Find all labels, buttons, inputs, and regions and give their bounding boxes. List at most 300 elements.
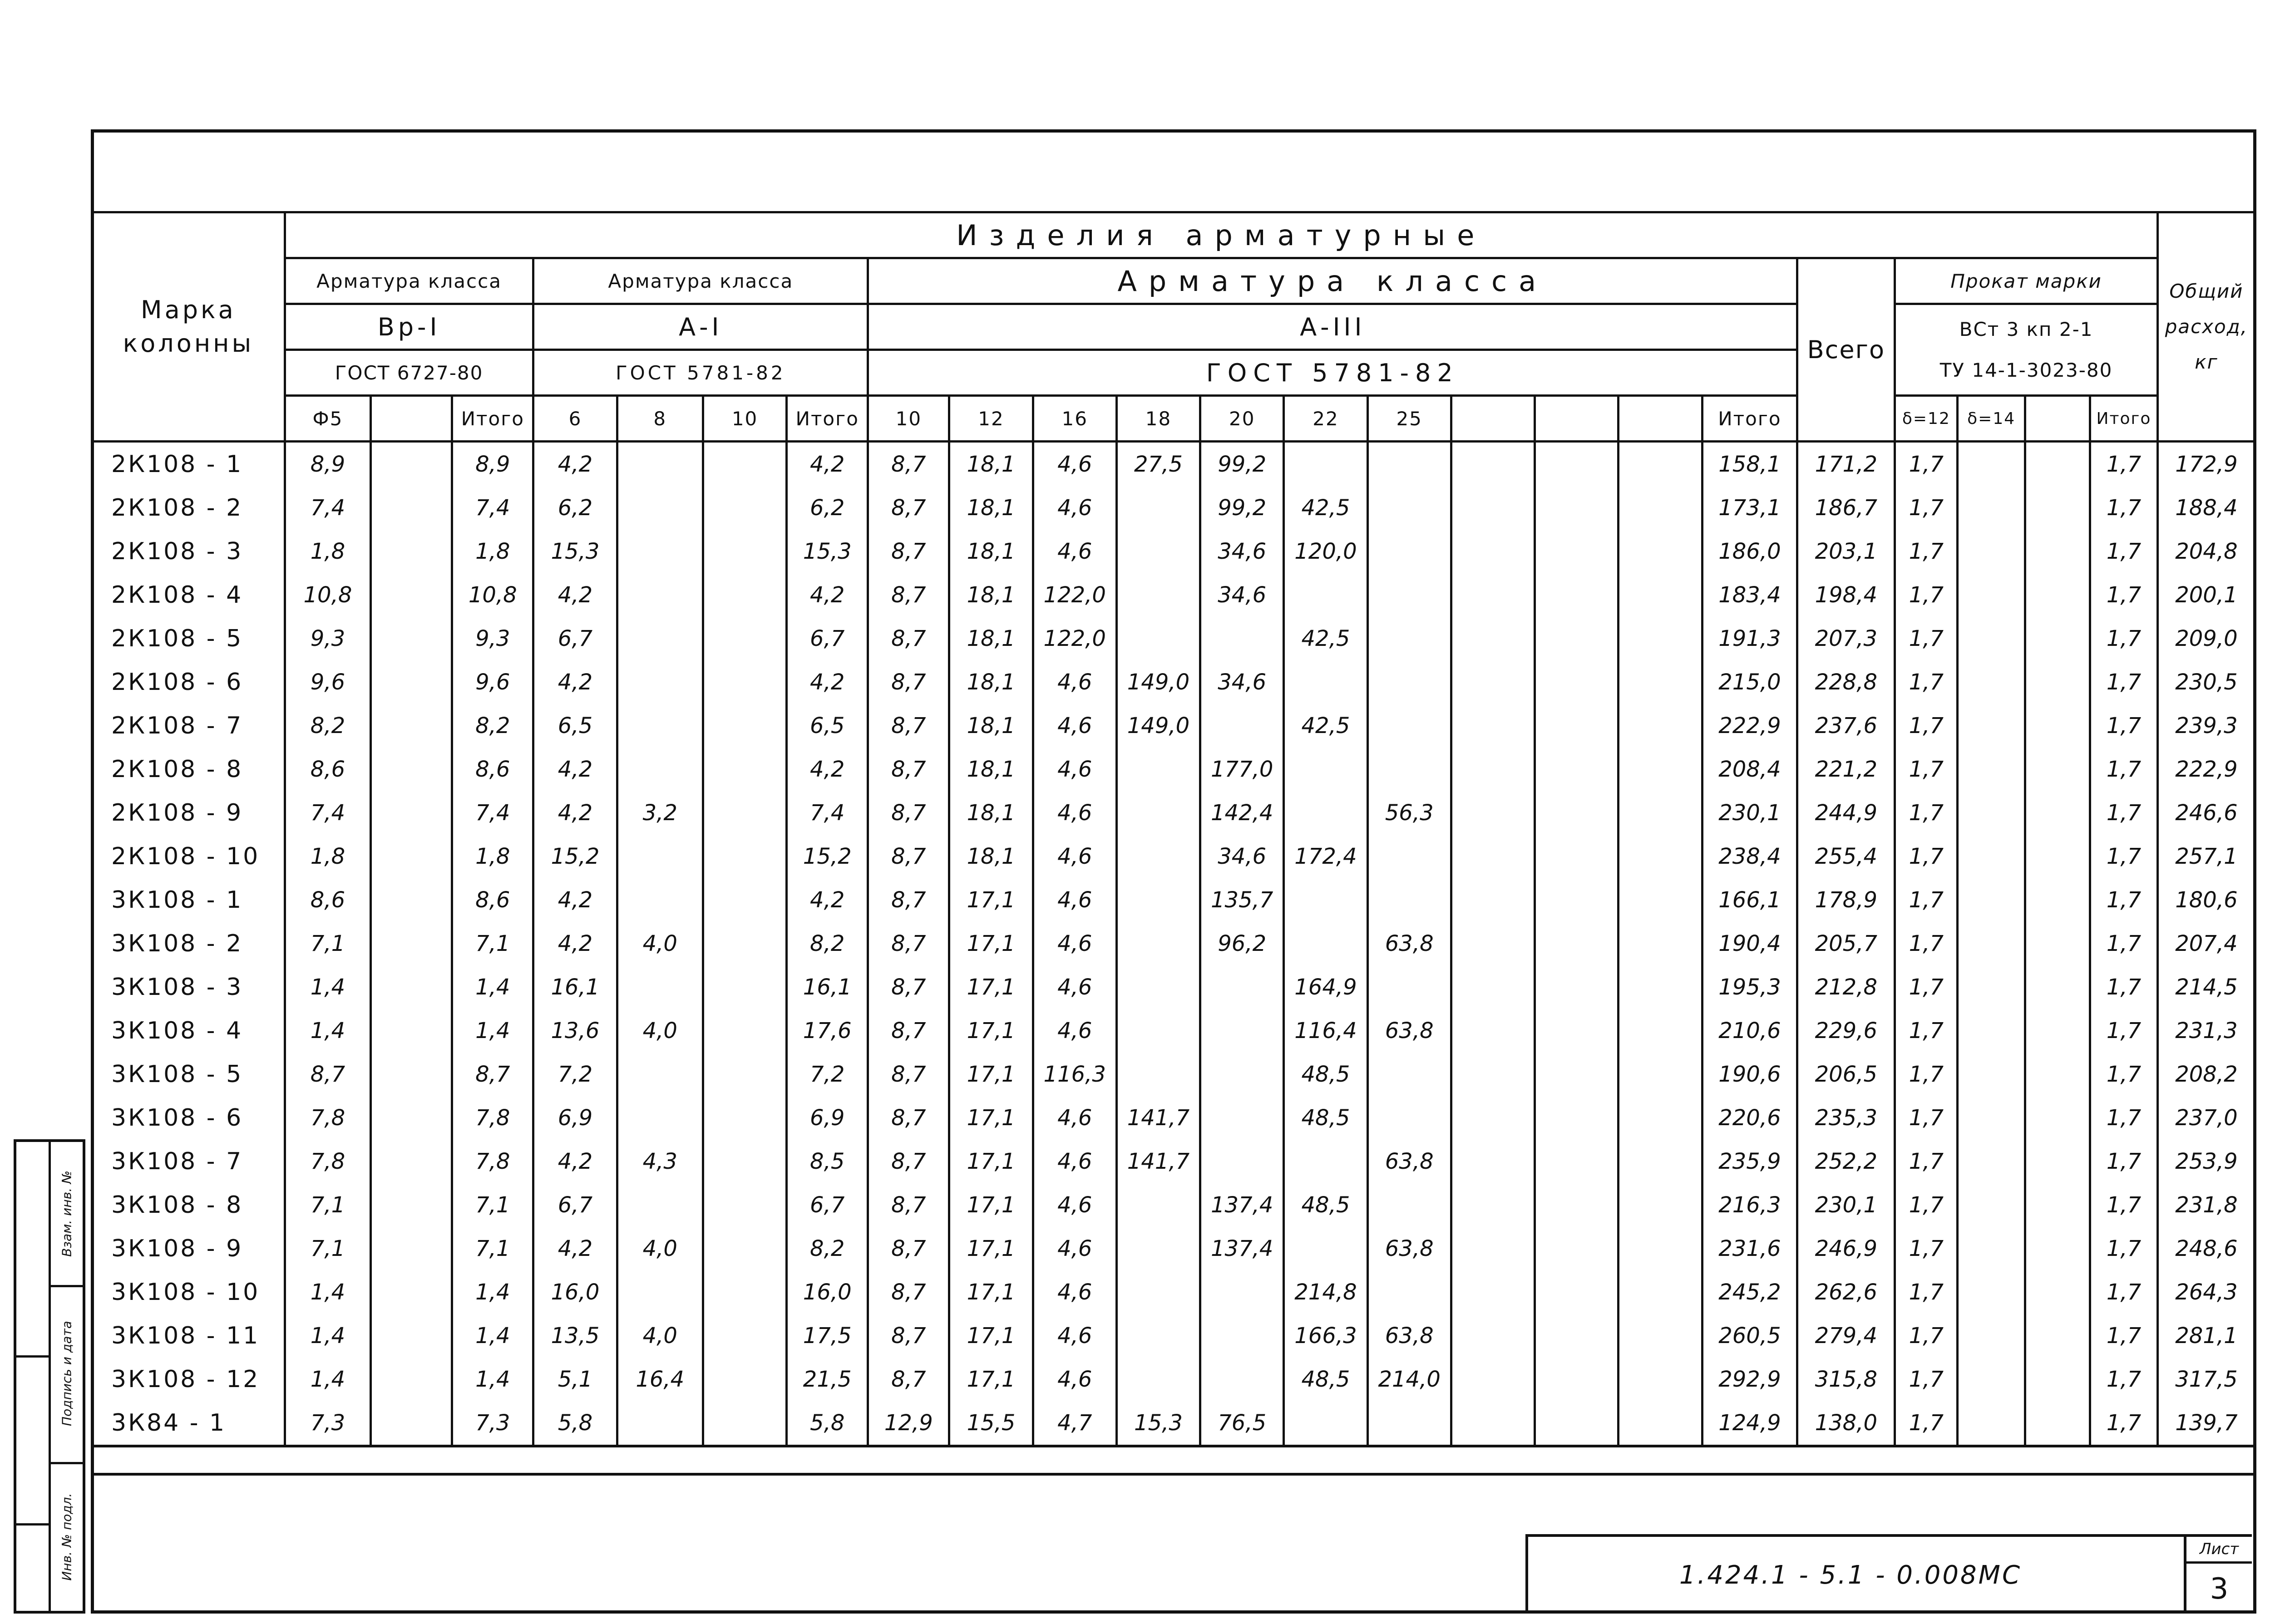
total-cell: 252,2: [1797, 1140, 1895, 1183]
bp1-cell: 7,4: [452, 791, 533, 835]
column-mark: 3К108 - 11: [92, 1314, 285, 1358]
a3-cell: [1200, 617, 1284, 660]
rolled-cell: 1,7: [1895, 1314, 1958, 1358]
a3-cell: [1451, 1358, 1535, 1401]
a1-cell: [617, 704, 703, 748]
bp1-cell: [371, 1053, 452, 1096]
rolled-cell: [1958, 573, 2025, 617]
rolled-cell: 1,7: [1895, 835, 1958, 878]
rolled-cell: 1,7: [1895, 791, 1958, 835]
a1-cell: 6,5: [787, 704, 868, 748]
a3-col-header: [1619, 396, 1702, 442]
total-cell: 212,8: [1797, 965, 1895, 1009]
bp1-cell: 1,8: [285, 835, 370, 878]
a3-cell: 18,1: [949, 791, 1033, 835]
a3-cell: [1619, 748, 1702, 791]
a3-cell: [1116, 1270, 1200, 1314]
a3-cell: [1284, 1140, 1367, 1183]
a1-cell: 13,5: [533, 1314, 617, 1358]
a3-col-header: 18: [1116, 396, 1200, 442]
total-cell: 237,6: [1797, 704, 1895, 748]
bp1-cell: 1,4: [285, 1358, 370, 1401]
a3-cell: [1116, 486, 1200, 530]
rolled-cell: 1,7: [2090, 1401, 2158, 1446]
a3-cell: [1451, 791, 1535, 835]
a3-cell: [1200, 1009, 1284, 1053]
a3-cell: 124,9: [1702, 1401, 1797, 1446]
a1-cell: 15,2: [533, 835, 617, 878]
a3-cell: [1367, 1183, 1451, 1227]
mark-header: Марка колонны: [92, 212, 285, 442]
a3-cell: [1619, 617, 1702, 660]
a3-cell: [1619, 704, 1702, 748]
a3-cell: 235,9: [1702, 1140, 1797, 1183]
a1-cell: [703, 791, 786, 835]
a3-cell: 4,6: [1033, 1358, 1116, 1401]
rolled-cell: [2025, 878, 2090, 922]
a1-cell: 5,8: [787, 1401, 868, 1446]
rolled-cell: 1,7: [2090, 878, 2158, 922]
a3-cell: 8,7: [868, 1053, 949, 1096]
rolled-cell: [2025, 704, 2090, 748]
a1-cell: 7,2: [787, 1053, 868, 1096]
a3-cell: [1619, 1096, 1702, 1140]
a3-cell: 4,7: [1033, 1401, 1116, 1446]
rolled-cell: [2025, 1009, 2090, 1053]
table-row: [92, 573, 2255, 617]
overall-cell: 208,2: [2157, 1053, 2255, 1096]
stamp-inv-orig: Инв. № подл.: [59, 1493, 74, 1581]
a3-cell: 245,2: [1702, 1270, 1797, 1314]
a3-cell: 34,6: [1200, 573, 1284, 617]
rolled-cell: 1,7: [1895, 660, 1958, 704]
a3-cell: [1535, 922, 1619, 965]
a3-cell: [1451, 442, 1535, 487]
bp1-cell: [371, 442, 452, 487]
rolled-header: Прокат марки: [1895, 258, 2158, 304]
a3-cell: [1619, 1053, 1702, 1096]
a3-cell: [1535, 573, 1619, 617]
a3-cell: 4,6: [1033, 486, 1116, 530]
table-row: [92, 660, 2255, 704]
side-stamp: [14, 1139, 85, 1614]
bp1-class-header: Арматура класса: [285, 258, 533, 304]
total-cell: 178,9: [1797, 878, 1895, 922]
table-row: [92, 442, 2255, 487]
a3-cell: 8,7: [868, 965, 949, 1009]
a3-cell: 17,1: [949, 965, 1033, 1009]
total-cell: 207,3: [1797, 617, 1895, 660]
rolled-cell: [1958, 748, 2025, 791]
a1-cell: [617, 965, 703, 1009]
a3-cell: [1367, 1401, 1451, 1446]
rolled-cell: [2025, 1183, 2090, 1227]
bp1-cell: [371, 922, 452, 965]
a3-cell: [1116, 1183, 1200, 1227]
a3-cell: 214,8: [1284, 1270, 1367, 1314]
a3-cell: [1451, 1096, 1535, 1140]
a3-cell: 4,6: [1033, 1314, 1116, 1358]
a1-cell: 17,6: [787, 1009, 868, 1053]
a3-cell: [1619, 486, 1702, 530]
rolled-cell: [1958, 486, 2025, 530]
a3-cell: [1284, 442, 1367, 487]
a1-gost: ГОСТ 5781-82: [533, 350, 868, 396]
a3-col-header: Итого: [1702, 396, 1797, 442]
a3-cell: 116,3: [1033, 1053, 1116, 1096]
sheet-label: Лист: [2186, 1537, 2252, 1564]
a3-cell: 27,5: [1116, 442, 1200, 487]
a3-cell: 158,1: [1702, 442, 1797, 487]
total-cell: 171,2: [1797, 442, 1895, 487]
bp1-cell: 8,6: [285, 878, 370, 922]
table-row: [92, 704, 2255, 748]
a3-cell: [1200, 1358, 1284, 1401]
a3-cell: 8,7: [868, 530, 949, 573]
a3-cell: [1451, 1270, 1535, 1314]
column-mark: 3К108 - 6: [92, 1096, 285, 1140]
rolled-cell: 1,7: [2090, 1053, 2158, 1096]
a3-cell: [1367, 573, 1451, 617]
rolled-spec: ВСт 3 кп 2-1 ТУ 14-1-3023-80: [1895, 304, 2158, 396]
overall-cell: 209,0: [2157, 617, 2255, 660]
total-cell: 198,4: [1797, 573, 1895, 617]
a3-cell: 4,6: [1033, 704, 1116, 748]
a1-cell: [703, 835, 786, 878]
a1-cell: 6,9: [533, 1096, 617, 1140]
a1-cell: 3,2: [617, 791, 703, 835]
a3-cell: 4,6: [1033, 660, 1116, 704]
a3-cell: [1200, 1096, 1284, 1140]
a3-col-header: 25: [1367, 396, 1451, 442]
a3-cell: [1200, 704, 1284, 748]
a3-cell: [1619, 1401, 1702, 1446]
a3-cell: 17,1: [949, 1314, 1033, 1358]
a3-cell: 8,7: [868, 1358, 949, 1401]
rolled-cell: 1,7: [2090, 442, 2158, 487]
bp1-cell: 1,8: [452, 530, 533, 573]
table-row: [92, 1401, 2255, 1446]
bp1-cell: 10,8: [452, 573, 533, 617]
overall-cell: 180,6: [2157, 878, 2255, 922]
a3-cell: 4,6: [1033, 791, 1116, 835]
a3-cell: [1367, 704, 1451, 748]
a1-cell: 4,2: [787, 878, 868, 922]
a1-cell: 17,5: [787, 1314, 868, 1358]
table-row: [92, 1009, 2255, 1053]
stamp-sign-date: Подпись и дата: [51, 1285, 83, 1464]
column-mark: 2К108 - 9: [92, 791, 285, 835]
a3-cell: [1619, 660, 1702, 704]
table-row: [92, 1183, 2255, 1227]
a3-cell: 18,1: [949, 748, 1033, 791]
a1-cell: [617, 835, 703, 878]
bp1-cell: 8,6: [285, 748, 370, 791]
a3-cell: [1116, 1358, 1200, 1401]
rolled-cell: [1958, 1314, 2025, 1358]
bp1-cell: [371, 748, 452, 791]
a3-cell: 8,7: [868, 1140, 949, 1183]
a3-cell: 122,0: [1033, 573, 1116, 617]
rolled-cell: [1958, 835, 2025, 878]
a3-cell: [1451, 1401, 1535, 1446]
total-cell: 246,9: [1797, 1227, 1895, 1270]
table-row: [92, 530, 2255, 573]
a3-cell: [1535, 1270, 1619, 1314]
a1-col-header: Итого: [787, 396, 868, 442]
table-row: [92, 1358, 2255, 1401]
a3-cell: [1619, 573, 1702, 617]
a3-cell: [1535, 1314, 1619, 1358]
a1-cell: 4,2: [533, 660, 617, 704]
bp1-col-header: [371, 396, 452, 442]
bp1-cell: 1,8: [285, 530, 370, 573]
rolled-cell: 1,7: [1895, 1227, 1958, 1270]
overall-cell: 139,7: [2157, 1401, 2255, 1446]
bp1-cell: 9,6: [452, 660, 533, 704]
a3-cell: [1367, 1096, 1451, 1140]
bp1-cell: [371, 573, 452, 617]
a1-cell: 4,3: [617, 1140, 703, 1183]
table-row: [92, 1227, 2255, 1270]
bp1-cell: 1,4: [452, 1270, 533, 1314]
a1-cell: [703, 1314, 786, 1358]
a1-cell: [617, 486, 703, 530]
a3-cell: 8,7: [868, 660, 949, 704]
bp1-cell: 1,4: [452, 965, 533, 1009]
a3-cell: 173,1: [1702, 486, 1797, 530]
a3-cell: 18,1: [949, 704, 1033, 748]
a3-cell: 4,6: [1033, 1227, 1116, 1270]
a3-cell: 17,1: [949, 1358, 1033, 1401]
a3-cell: [1619, 530, 1702, 573]
rolled-cell: [1958, 660, 2025, 704]
a1-cell: [703, 1183, 786, 1227]
a3-cell: [1116, 835, 1200, 878]
a3-cell: 63,8: [1367, 1140, 1451, 1183]
a3-cell: 8,7: [868, 442, 949, 487]
a3-cell: 166,3: [1284, 1314, 1367, 1358]
a1-cell: 8,5: [787, 1140, 868, 1183]
a3-cell: 48,5: [1284, 1096, 1367, 1140]
rolled-cell: [1958, 1053, 2025, 1096]
a3-cell: [1619, 1140, 1702, 1183]
a3-col-header: 12: [949, 396, 1033, 442]
table-row: [92, 1140, 2255, 1183]
bp1-cell: 8,9: [285, 442, 370, 487]
a3-cell: 8,7: [868, 573, 949, 617]
a1-cell: [617, 1096, 703, 1140]
a3-cell: 149,0: [1116, 660, 1200, 704]
rolled-cell: 1,7: [2090, 1358, 2158, 1401]
a3-cell: 190,4: [1702, 922, 1797, 965]
a3-col-header: 16: [1033, 396, 1116, 442]
rolled-cell: [2025, 1314, 2090, 1358]
a1-cell: 4,0: [617, 1227, 703, 1270]
rolled-cell: 1,7: [2090, 835, 2158, 878]
a3-cell: 42,5: [1284, 486, 1367, 530]
a1-cell: 4,2: [533, 442, 617, 487]
a3-cell: [1451, 486, 1535, 530]
bp1-cell: [371, 617, 452, 660]
a1-cell: [703, 922, 786, 965]
bp1-cell: [371, 704, 452, 748]
rolled-cell: 1,7: [1895, 1358, 1958, 1401]
overall-cell: 204,8: [2157, 530, 2255, 573]
a3-cell: 4,6: [1033, 835, 1116, 878]
bp1-cell: 9,6: [285, 660, 370, 704]
rolled-cell: [1958, 1096, 2025, 1140]
a1-cell: [617, 1053, 703, 1096]
rolled-cell: 1,7: [2090, 530, 2158, 573]
bp1-cell: 9,3: [452, 617, 533, 660]
bp1-cell: [371, 530, 452, 573]
overall-cell: 248,6: [2157, 1227, 2255, 1270]
bp1-cell: 7,3: [452, 1401, 533, 1446]
overall-cell: 253,9: [2157, 1140, 2255, 1183]
a3-cell: 220,6: [1702, 1096, 1797, 1140]
a3-cell: [1116, 1053, 1200, 1096]
table-row: [92, 791, 2255, 835]
a3-cell: [1200, 1314, 1284, 1358]
table-row: [92, 835, 2255, 878]
a3-cell: 8,7: [868, 835, 949, 878]
a3-name: А-III: [868, 304, 1797, 350]
stamp-cell-empty: [16, 1142, 49, 1358]
column-mark: 2К108 - 8: [92, 748, 285, 791]
table-row: [92, 922, 2255, 965]
a1-cell: 4,2: [533, 573, 617, 617]
a3-cell: 18,1: [949, 573, 1033, 617]
a3-cell: [1535, 1401, 1619, 1446]
a3-cell: [1451, 1053, 1535, 1096]
bp1-cell: 7,1: [452, 1183, 533, 1227]
rolled-cell: 1,7: [1895, 1183, 1958, 1227]
column-mark: 2К108 - 1: [92, 442, 285, 487]
a1-cell: 5,1: [533, 1358, 617, 1401]
a1-cell: [703, 878, 786, 922]
rolled-cell: [2025, 922, 2090, 965]
a3-cell: [1284, 922, 1367, 965]
a3-cell: 8,7: [868, 1009, 949, 1053]
rolled-cell: 1,7: [2090, 748, 2158, 791]
a3-cell: [1367, 965, 1451, 1009]
stamp-label-column: [51, 1142, 83, 1611]
a3-cell: [1367, 835, 1451, 878]
rolled-cell: [1958, 1358, 2025, 1401]
overall-cell: 188,4: [2157, 486, 2255, 530]
a3-gost: ГОСТ 5781-82: [868, 350, 1797, 396]
a1-cell: 16,1: [533, 965, 617, 1009]
bp1-cell: [371, 1401, 452, 1446]
bp1-cell: 7,1: [285, 922, 370, 965]
a3-cell: [1451, 617, 1535, 660]
a3-cell: 17,1: [949, 1096, 1033, 1140]
rolled-cell: 1,7: [1895, 1140, 1958, 1183]
a1-cell: 15,3: [533, 530, 617, 573]
rolled-cell: 1,7: [1895, 442, 1958, 487]
stamp-replace-inv: Взам. инв. №: [51, 1142, 83, 1287]
a1-cell: 7,4: [787, 791, 868, 835]
a3-cell: 164,9: [1284, 965, 1367, 1009]
a3-cell: 122,0: [1033, 617, 1116, 660]
a1-cell: 16,0: [533, 1270, 617, 1314]
bp1-cell: 7,8: [452, 1140, 533, 1183]
rolled-cell: [1958, 1009, 2025, 1053]
rolled-cell: [2025, 530, 2090, 573]
a3-col-header: [1451, 396, 1535, 442]
total-cell: 229,6: [1797, 1009, 1895, 1053]
a3-cell: [1619, 1314, 1702, 1358]
a3-cell: [1116, 617, 1200, 660]
a3-cell: 172,4: [1284, 835, 1367, 878]
a3-cell: 8,7: [868, 791, 949, 835]
a1-cell: [617, 617, 703, 660]
a3-col-header: 10: [868, 396, 949, 442]
bp1-cell: 1,4: [452, 1314, 533, 1358]
a3-cell: [1200, 965, 1284, 1009]
overall-header: Общий расход, кг: [2157, 212, 2255, 442]
a3-cell: 17,1: [949, 922, 1033, 965]
a3-cell: [1619, 922, 1702, 965]
a3-col-header: 22: [1284, 396, 1367, 442]
a3-cell: [1619, 1270, 1702, 1314]
a3-cell: 96,2: [1200, 922, 1284, 965]
a3-cell: [1535, 704, 1619, 748]
column-mark: 2К108 - 6: [92, 660, 285, 704]
a1-cell: 4,2: [787, 573, 868, 617]
a3-cell: [1451, 1183, 1535, 1227]
overall-cell: 214,5: [2157, 965, 2255, 1009]
a3-cell: 195,3: [1702, 965, 1797, 1009]
table-row: [92, 617, 2255, 660]
a1-cell: 4,2: [533, 922, 617, 965]
stamp-column: [16, 1142, 51, 1611]
a3-cell: 8,7: [868, 486, 949, 530]
a3-cell: [1451, 878, 1535, 922]
rolled-cell: [1958, 530, 2025, 573]
rolled-cell: [2025, 1270, 2090, 1314]
column-mark: 3К108 - 12: [92, 1358, 285, 1401]
a3-cell: 8,7: [868, 922, 949, 965]
a3-cell: [1619, 835, 1702, 878]
a3-cell: 18,1: [949, 486, 1033, 530]
a3-cell: [1116, 922, 1200, 965]
table-row: [92, 965, 2255, 1009]
a1-cell: [703, 617, 786, 660]
rolled-cell: 1,7: [1895, 922, 1958, 965]
total-cell: 186,7: [1797, 486, 1895, 530]
rolled-cell: 1,7: [1895, 878, 1958, 922]
a3-cell: [1284, 791, 1367, 835]
rolled-cell: 1,7: [1895, 1053, 1958, 1096]
rolled-cell: 1,7: [2090, 660, 2158, 704]
a3-cell: 135,7: [1200, 878, 1284, 922]
a3-cell: 214,0: [1367, 1358, 1451, 1401]
a3-cell: 17,1: [949, 878, 1033, 922]
a1-cell: 5,8: [533, 1401, 617, 1446]
table-row: [92, 878, 2255, 922]
a3-cell: 8,7: [868, 1227, 949, 1270]
a3-cell: [1284, 573, 1367, 617]
a3-cell: [1284, 878, 1367, 922]
a1-cell: 6,5: [533, 704, 617, 748]
reinforcement-table: [91, 211, 2256, 1447]
a3-cell: [1451, 748, 1535, 791]
a3-cell: 42,5: [1284, 704, 1367, 748]
a3-cell: 63,8: [1367, 1009, 1451, 1053]
a3-cell: 18,1: [949, 835, 1033, 878]
